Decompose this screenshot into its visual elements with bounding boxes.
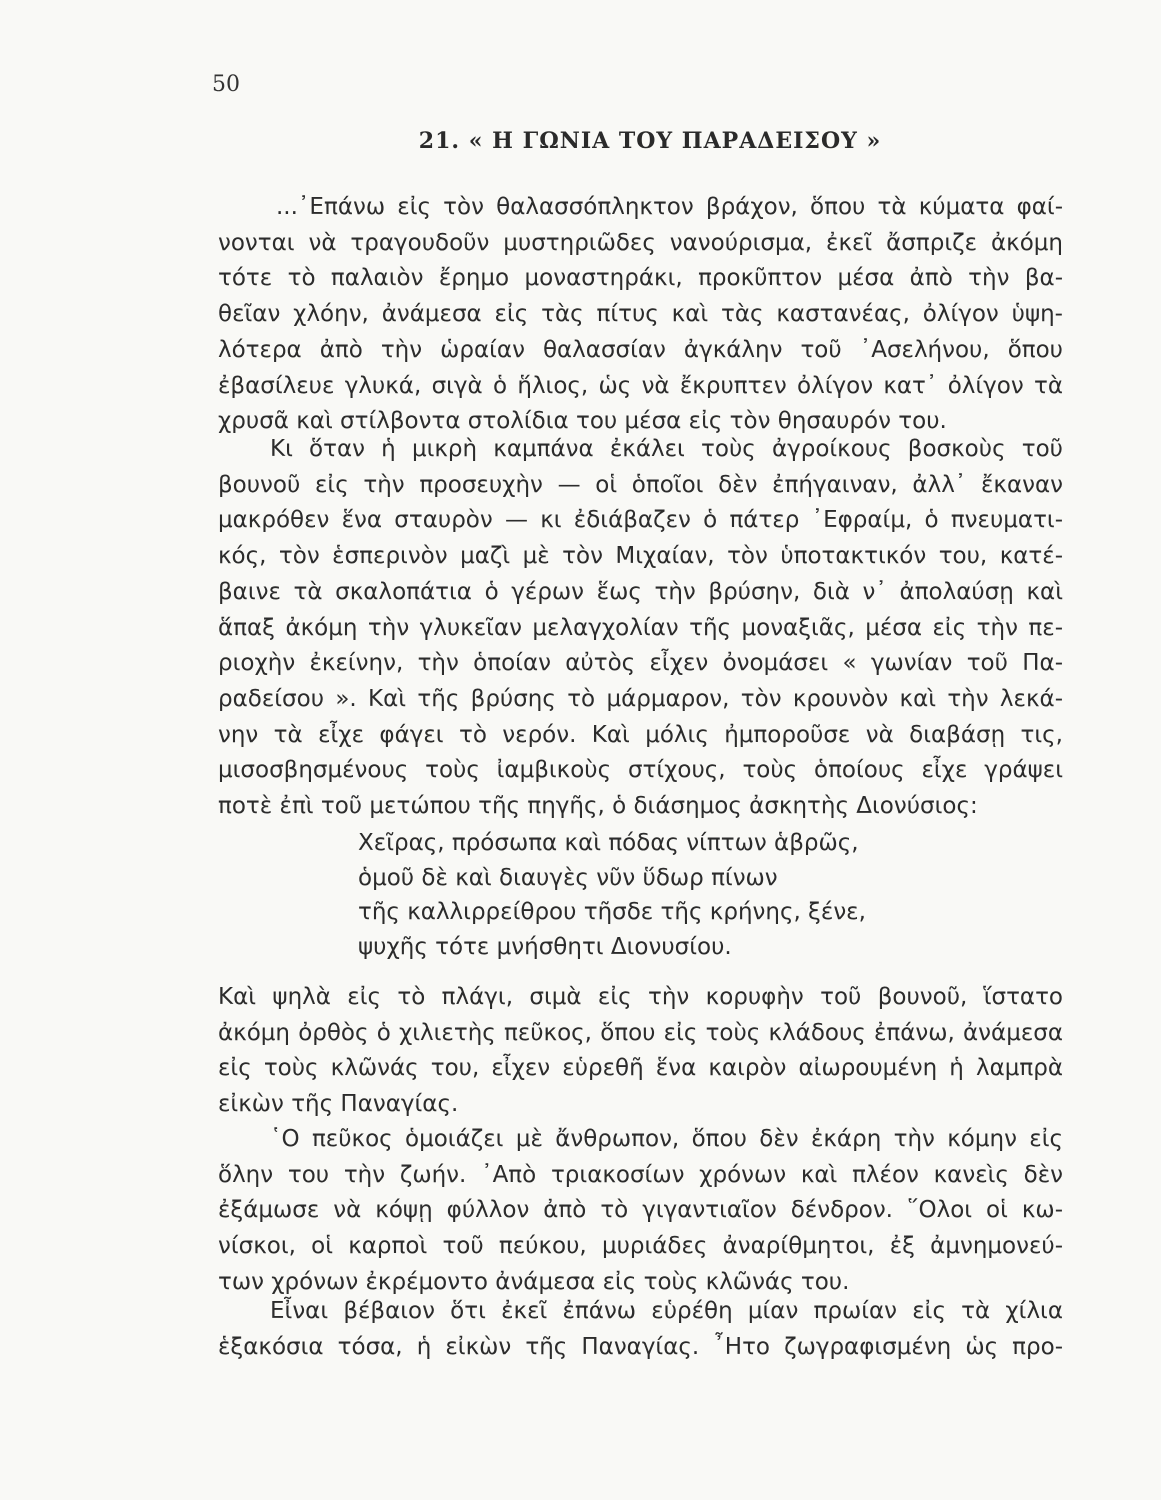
text-line: ποτὲ ἐπὶ τοῦ μετώπου τῆς πηγῆς, ὁ διάσημος ἀσκητὴς Διονύσιος:: [218, 793, 978, 820]
poem-verse: Χεῖρας, πρόσωπα καὶ πόδας νίπτων ἁβρῶς,: [358, 830, 859, 856]
text-line: ἑξακόσια τόσα, ἡ εἰκὼν τῆς Παναγίας. ῏Ητο ζωγραφισμένη ὡς προ-: [218, 1333, 1063, 1360]
text-line: ἐβασίλευε γλυκά, σιγὰ ὁ ἥλιος, ὡς νὰ ἔκρυπτεν ὀλίγον κατ᾿ ὀλίγον τὰ: [218, 372, 1063, 399]
text-line: ἀκόμη ὀρθὸς ὁ χιλιετὴς πεῦκος, ὅπου εἰς τοὺς κλάδους ἐπάνω, ἀνάμεσα: [218, 1019, 1063, 1046]
text-line: λότερα ἀπὸ τὴν ὡραίαν θαλασσίαν ἀγκάλην τοῦ ᾿Ασελήνου, ὅπου: [218, 336, 1063, 363]
text-line: ριοχὴν ἐκείνην, τὴν ὁποίαν αὐτὸς εἶχεν ὀνομάσει « γωνίαν τοῦ Πα-: [218, 650, 1063, 677]
text-line: ραδείσου ». Καὶ τῆς βρύσης τὸ μάρμαρον, τὸν κρουνὸν καὶ τὴν λεκά-: [218, 685, 1063, 712]
text-line: Καὶ ψηλὰ εἰς τὸ πλάγι, σιμὰ εἰς τὴν κορυφὴν τοῦ βουνοῦ, ἵστατο: [218, 984, 1063, 1010]
text-line: θεῖαν χλόην, ἀνάμεσα εἰς τὰς πίτυς καὶ τὰς καστανέας, ὀλίγον ὑψη-: [218, 301, 1063, 328]
page-number: 50: [212, 72, 240, 97]
poem-verse: ψυχῆς τότε μνήσθητι Διονυσίου.: [358, 933, 732, 960]
text-line: μακρόθεν ἕνα σταυρὸν — κι ἐδιάβαζεν ὁ πάτερ ᾿Εφραίμ, ὁ πνευματι-: [218, 507, 1063, 534]
paragraph-1: [218, 190, 1063, 440]
text-line: ἅπαξ ἀκόμη τὴν γλυκεῖαν μελαγχολίαν τῆς μοναξιᾶς, μέσα εἰς τὴν πε-: [218, 614, 1063, 641]
text-line: νονται νὰ τραγουδοῦν μυστηριῶδες νανούρισμα, ἐκεῖ ἄσπριζε ἀκόμη: [218, 229, 1063, 256]
poem-verse: ὁμοῦ δὲ καὶ διαυγὲς νῦν ὕδωρ πίνων: [358, 864, 778, 891]
text-line: μισοσβησμένους τοὺς ἰαμβικοὺς στίχους, τοὺς ὁποίους εἶχε γράψει: [218, 757, 1063, 784]
text-line: κός, τὸν ἑσπερινὸν μαζὶ μὲ τὸν Μιχαίαν, τὸν ὑποτακτικόν του, κατέ-: [218, 543, 1063, 570]
text-line: ἐξάμωσε νὰ κόψῃ φύλλον ἀπὸ τὸ γιγαντιαῖον δένδρον. ῞Ολοι οἱ κω-: [218, 1197, 1063, 1224]
paragraph-4: [218, 1122, 1063, 1301]
text-line: Εἶναι βέβαιον ὅτι ἐκεῖ ἐπάνω εὑρέθη μίαν πρωίαν εἰς τὰ χίλια: [270, 1298, 1063, 1324]
text-line: βουνοῦ εἰς τὴν προσευχὴν — οἱ ὁποῖοι δὲν ἐπήγαιναν, ἀλλ᾿ ἔκαναν: [218, 471, 1063, 498]
text-line: νην τὰ εἶχε φάγει τὸ νερόν. Καὶ μόλις ἠμποροῦσε νὰ διαβάσῃ τις,: [218, 721, 1063, 748]
poem-verse: τῆς καλλιρρείθρου τῆσδε τῆς κρήνης, ξένε,: [358, 899, 866, 925]
text-line: χρυσᾶ καὶ στίλβοντα στολίδια του μέσα εἰς τὸν θησαυρόν του.: [218, 408, 947, 435]
text-line: εἰκὼν τῆς Παναγίας.: [218, 1091, 459, 1118]
text-line: νίσκοι, οἱ καρποὶ τοῦ πεύκου, μυριάδες ἀναρίθμητοι, ἐξ ἀμνημονεύ-: [218, 1233, 1063, 1260]
paragraph-3: [218, 980, 1063, 1123]
text-line: βαινε τὰ σκαλοπάτια ὁ γέρων ἕως τὴν βρύσην, διὰ ν᾿ ἀπολαύσῃ καὶ: [218, 578, 1063, 605]
text-line: ...᾿Επάνω εἰς τὸν θαλασσόπληκτον βράχον, ὅπου τὰ κύματα φαί-: [276, 194, 1063, 220]
paragraph-2: [218, 432, 1063, 825]
chapter-title: 21. « Η ΓΩΝΙΑ ΤΟΥ ΠΑΡΑΔΕΙΣΟΥ »: [418, 128, 882, 154]
text-line: Κι ὅταν ἡ μικρὴ καμπάνα ἐκάλει τοὺς ἀγροίκους βοσκοὺς τοῦ: [270, 436, 1063, 462]
text-line: ὅλην του τὴν ζωήν. ᾿Απὸ τριακοσίων χρόνων καὶ πλέον κανεὶς δὲν: [218, 1161, 1063, 1188]
text-line: ῾Ο πεῦκος ὁμοιάζει μὲ ἄνθρωπον, ὅπου δὲν ἐκάρη τὴν κόμην εἰς: [270, 1126, 1063, 1152]
paragraph-5: [218, 1294, 1063, 1365]
text-line: εἰς τοὺς κλῶνάς του, εἶχεν εὑρεθῆ ἕνα καιρὸν αἰωρουμένη ἡ λαμπρὰ: [218, 1055, 1063, 1082]
text-line: των χρόνων ἐκρέμοντο ἀνάμεσα εἰς τοὺς κλῶνάς του.: [218, 1268, 850, 1295]
text-line: τότε τὸ παλαιὸν ἔρημο μοναστηράκι, προκῦπτον μέσα ἀπὸ τὴν βα-: [218, 265, 1063, 292]
poem-inscription: [358, 826, 958, 964]
